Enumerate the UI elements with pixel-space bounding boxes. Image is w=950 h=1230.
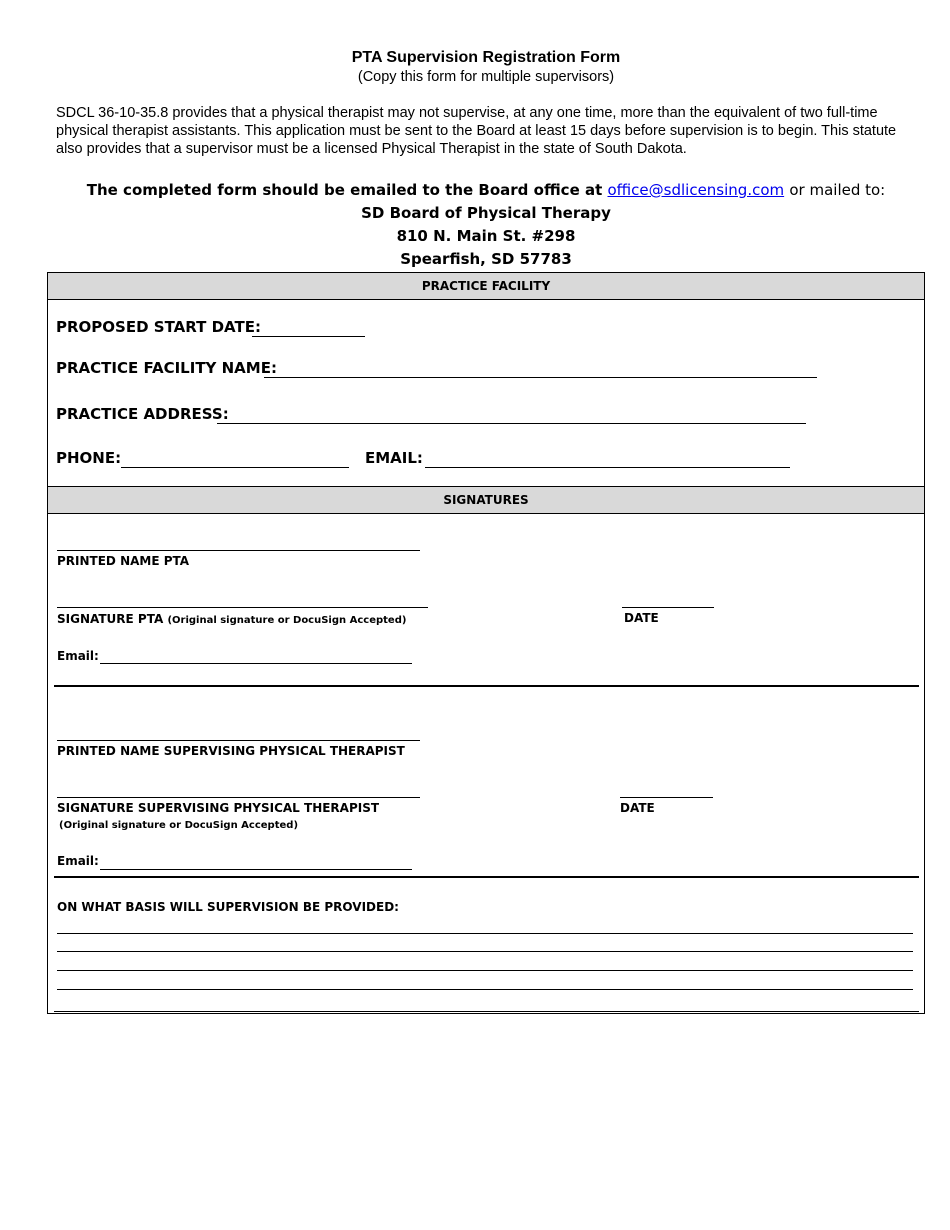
pt-email-label: Email: xyxy=(57,854,99,868)
instruction-tail: or mailed to: xyxy=(789,181,886,199)
pta-signature-label: SIGNATURE PTA xyxy=(57,612,164,626)
pta-printed-name-field[interactable] xyxy=(57,550,420,551)
phone-label: PHONE: xyxy=(56,449,122,467)
statute-paragraph: SDCL 36-10-35.8 provides that a physical therapist may not supervise, at any one time, more than the equivalent of two full-time physical therapist assistants. This application must be sent to the Board at least 15 days before supervision is to begin. This statute also provides that a supervisor must be a licensed Physical Therapist in the state of South Dakota. xyxy=(56,105,897,157)
section-divider xyxy=(54,685,919,687)
form-title: PTA Supervision Registration Form xyxy=(351,49,621,66)
pt-signature-field[interactable] xyxy=(57,797,420,798)
pt-signature-label: SIGNATURE SUPERVISING PHYSICAL THERAPIST xyxy=(57,801,380,815)
pta-printed-name-label: PRINTED NAME PTA xyxy=(57,554,190,568)
form-frame xyxy=(47,272,925,1014)
email-field[interactable] xyxy=(425,467,790,468)
address-line-2: 810 N. Main St. #298 xyxy=(396,227,576,245)
pt-printed-name-field[interactable] xyxy=(57,740,420,741)
pta-signature-field[interactable] xyxy=(57,607,428,608)
submission-instructions xyxy=(0,181,950,199)
basis-label: ON WHAT BASIS WILL SUPERVISION BE PROVIDED: xyxy=(57,900,399,914)
practice-facility-heading: PRACTICE FACILITY xyxy=(48,273,924,300)
pt-date-label: DATE xyxy=(620,801,655,815)
basis-line[interactable] xyxy=(54,1011,919,1012)
start-date-label: PROPOSED START DATE: xyxy=(56,318,261,336)
pta-signature-note: (Original signature or DocuSign Accepted) xyxy=(167,615,407,626)
address-line-3: Spearfish, SD 57783 xyxy=(400,250,572,268)
signatures-heading: SIGNATURES xyxy=(48,486,924,514)
start-date-field[interactable] xyxy=(252,336,365,337)
board-email-link[interactable]: office@sdlicensing.com xyxy=(607,181,785,199)
pta-signature-label-group xyxy=(57,612,406,626)
form-subtitle: (Copy this form for multiple supervisors) xyxy=(357,69,615,85)
basis-divider xyxy=(54,876,919,878)
pt-printed-name-label: PRINTED NAME SUPERVISING PHYSICAL THERAPIST xyxy=(57,744,405,758)
address-line-1: SD Board of Physical Therapy xyxy=(361,204,611,222)
pt-date-field[interactable] xyxy=(620,797,713,798)
basis-line[interactable] xyxy=(57,989,913,990)
basis-line[interactable] xyxy=(57,970,913,971)
email-label: EMAIL: xyxy=(365,449,423,467)
pta-email-field[interactable] xyxy=(100,663,412,664)
pta-date-label: DATE xyxy=(624,611,659,625)
instruction-lead: The completed form should be emailed to the Board office at xyxy=(86,181,603,199)
basis-line[interactable] xyxy=(57,933,913,934)
pta-email-label: Email: xyxy=(57,649,99,663)
facility-name-label: PRACTICE FACILITY NAME: xyxy=(56,359,277,377)
practice-address-label: PRACTICE ADDRESS: xyxy=(56,405,229,423)
pta-date-field[interactable] xyxy=(622,607,714,608)
pt-signature-note: (Original signature or DocuSign Accepted) xyxy=(59,820,299,831)
phone-field[interactable] xyxy=(121,467,349,468)
facility-name-field[interactable] xyxy=(264,377,817,378)
pt-email-field[interactable] xyxy=(100,869,412,870)
basis-line[interactable] xyxy=(57,951,913,952)
practice-address-field[interactable] xyxy=(217,423,806,424)
